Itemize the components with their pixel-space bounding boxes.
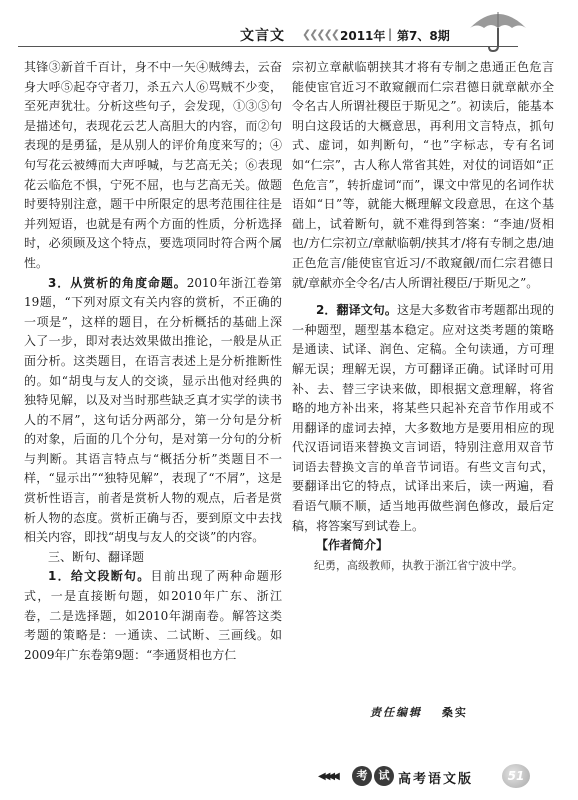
subsection-3	[24, 274, 282, 548]
author-bio: 纪勇，高级教师，执教于浙江省宁波中学。	[314, 558, 523, 572]
section-title: 文言文	[240, 28, 285, 44]
header-separator: |	[388, 27, 393, 41]
right-column	[292, 58, 554, 575]
author-title: 【作者简介】	[316, 538, 389, 553]
editor-label: 责任编辑	[370, 706, 422, 719]
arrows-icon: ◀◀◀◀	[318, 771, 337, 782]
body-paragraph: 宗初立章献临朝挟其才将有专制之患通正色危言能使宦官近习不敢窥觎而仁宗君德日就章献亦全令名古人所谓社稷臣于斯见之”。初读后，能基本明白这段话的大概意思，再利用文言特点，抓句式、虚词，如判断句，“也”字标志，专有名词如“仁宗”，古人称人常省其姓，对仗的词语如“正色危言”，转折虚词“而”，课文中常见的名词作状语如“日”等，就能大概理解文段意思，在这个基础上，试着断句，就不难得到答案：“李迪/贤相也/方仁宗初立/章献临朝/挟其才/将有专制之患/迪正色危言/能使宦官近习/不敢窥觎/而仁宗君德日就/章献亦全令名/古人所谓社稷臣/于斯见之”。	[292, 60, 554, 290]
footer-badge: 试	[374, 766, 394, 786]
footer-badge: 考	[352, 766, 372, 786]
header-rule	[18, 46, 518, 47]
page-number: 51	[502, 764, 530, 788]
subsection-heading: 2．翻译文句。	[316, 303, 397, 318]
subsection-heading: 1．给文段断句。	[48, 569, 151, 584]
body-text: 目前出现了两种命题形式，一是直接断句题，如2010年广东、浙江卷，二是选择题，如2010年湖南卷。解答这类考题的策略是：一通读、二试断、三画线。如2009年广东卷第9题：“李通贤相也方仁	[24, 569, 282, 662]
footer-title: 高考语文版	[398, 772, 474, 787]
page-footer	[318, 764, 558, 792]
umbrella-icon	[466, 6, 530, 54]
subsection-2	[292, 301, 554, 536]
body-text: 这是大多数省市考题都出现的一种题型，题型基本稳定。应对这类考题的策略是通读、试译、润色、定稿。全句读通，方可理解无误；理解无误，方可翻译正确。试译时可用补、去、替三字诀来做，即根据文意理解，将省略的地方补出来，将某些只起补充音节作用或不用翻译的虚词去掉，大多数地方是要用相应的现代汉语词语来替换文言词语，特别注意用双音节词语去替换文言的单音节词语。有些文言句式，要翻译出它的特点，试译出来后，读一两遍，看看语气顺不顺，适当地再做些润色修改，最后定稿，将答案写到试卷上。	[292, 303, 554, 533]
subsection-heading: 3．从赏析的角度命题。	[48, 275, 187, 290]
chevron-decoration-icon: ❮❮❮❮❮	[302, 28, 339, 41]
page-header	[0, 0, 578, 52]
issue-number: 第7、8期	[397, 29, 450, 43]
body-paragraph: 其锋③新首千百计，身不中一矢④贼缚去，云奋身大呼⑤起夺守者刀，杀五六人⑥骂贼不少变，至死声犹壮。分析这些句子，会发现，①③⑤句是描述句，表现花云艺人高胆大的内容，而②句表现的是勇猛，是从别人的评价角度来写的；④句写花云被缚而大声呼喊，与艺高无关；⑥表现花云临危不惧，宁死不屈，也与艺高无关。做题时要特别注意，题干中所限定的思考范围往往是并列短语，也就是有两个方面的性质，分析选择时，必须顾及这个特点，要选项同时符合两个属性。	[24, 60, 282, 270]
editor-name: 桑实	[441, 706, 468, 719]
body-text: 2010年浙江卷第19题，“下列对原文有关内容的赏析，不正确的一项是”，这样的题目，在分析概括的基础上深入了一步，即对表达效果做出推论，一般是从正面分析。这类题目，在语言表述上是分析推断性的。如“胡曳与友人的交谈，显示出他对经典的独特见解，以及对当时那些缺乏真才实学的读书人的不屑”，这句话分两部分，第一分句是分析的对象，后面的几个分句，是对第一分句的分析与判断。其语言特点与“概括分析”类题目不一样，“显示出”“独特见解”，表现了“不屑”，这是赏析性语言，前者是赏析人物的观点，后者是赏析人物的态度。赏析正确与否，要到原文中去找相关内容，即找“胡曳与友人的交谈”的内容。	[24, 275, 282, 545]
section-heading: 三、断句、翻译题	[48, 549, 145, 564]
subsection-1	[24, 567, 282, 665]
responsible-editor	[370, 704, 468, 720]
left-column	[24, 58, 282, 665]
issue-year: 2011年	[340, 29, 386, 43]
